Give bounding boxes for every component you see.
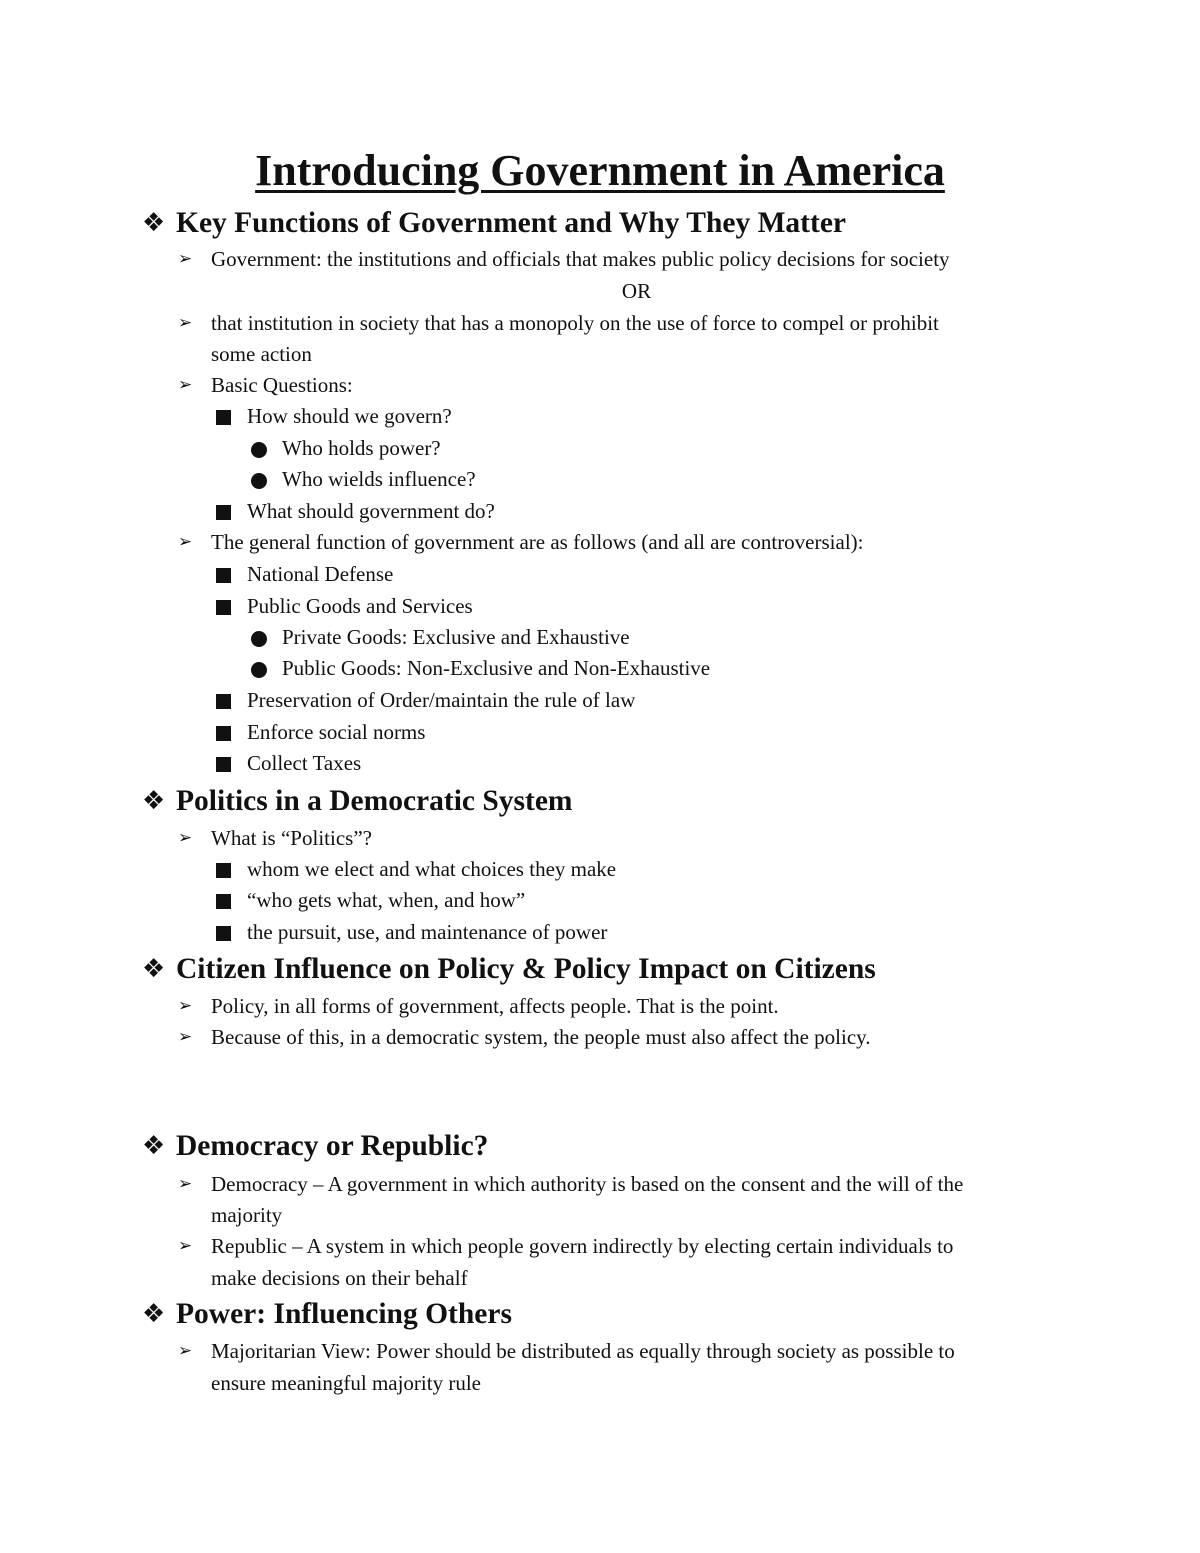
list-item-text: Who holds power? [282, 436, 441, 460]
diamond-bullet-icon: ❖ [142, 954, 166, 984]
list-item [282, 653, 710, 683]
list-item-text: make decisions on their behalf [211, 1266, 468, 1290]
list-item-text: “who gets what, when, and how” [247, 888, 526, 912]
list-item [247, 854, 616, 884]
list-item-text: Basic Questions: [211, 373, 353, 397]
list-item [178, 1231, 954, 1261]
list-item-text: Enforce social norms [247, 720, 426, 744]
square-bullet-icon [216, 757, 231, 772]
circle-bullet-icon [251, 442, 267, 458]
list-item-text: Democracy – A government in which authority is based on the consent and the will of the [211, 1172, 964, 1196]
list-item-text: some action [211, 342, 312, 366]
list-item [247, 685, 635, 715]
square-bullet-icon [216, 694, 231, 709]
list-item [211, 1368, 481, 1398]
list-item-text: Collect Taxes [247, 751, 362, 775]
list-item [178, 1022, 871, 1052]
list-item-text: Private Goods: Exclusive and Exhaustive [282, 625, 630, 649]
list-item-text: What is “Politics”? [211, 826, 372, 850]
arrowhead-bullet-icon: ➢ [178, 1174, 193, 1194]
section-heading-text: Citizen Influence on Policy & Policy Impact on Citizens [176, 953, 876, 985]
list-item-text: ensure meaningful majority rule [211, 1371, 481, 1395]
circle-bullet-icon [251, 631, 267, 647]
list-item-text: OR [621, 279, 652, 303]
list-item-text: Preservation of Order/maintain the rule of law [247, 688, 636, 712]
diamond-bullet-icon: ❖ [142, 1131, 166, 1161]
page-title: Introducing Government in America [255, 146, 945, 195]
square-bullet-icon [216, 600, 231, 615]
list-item-text: What should government do? [247, 499, 495, 523]
list-item [178, 823, 372, 853]
list-item-text: Majoritarian View: Power should be distributed as equally through society as possible to [211, 1339, 955, 1363]
list-item-text: majority [211, 1203, 283, 1227]
list-item-text: Because of this, in a democratic system, the people must also affect the policy. [211, 1025, 871, 1049]
section-heading [142, 951, 876, 987]
section-heading-text: Power: Influencing Others [176, 1298, 512, 1330]
list-item [178, 527, 864, 557]
arrowhead-bullet-icon: ➢ [178, 828, 193, 848]
list-item-text: whom we elect and what choices they make [247, 857, 617, 881]
list-item [211, 1200, 282, 1230]
list-item [247, 591, 473, 621]
list-item [247, 885, 525, 915]
list-item [178, 991, 779, 1021]
list-item [247, 748, 361, 778]
list-item [211, 1263, 468, 1293]
diamond-bullet-icon: ❖ [142, 1299, 166, 1329]
square-bullet-icon [216, 726, 231, 741]
circle-bullet-icon [251, 473, 267, 489]
section-heading [142, 1296, 512, 1332]
list-item-text: Republic – A system in which people govern indirectly by electing certain individuals to [211, 1234, 954, 1258]
arrowhead-bullet-icon: ➢ [178, 1341, 193, 1361]
list-item [247, 559, 393, 589]
list-item [282, 464, 476, 494]
list-item-text: Who wields influence? [282, 467, 476, 491]
list-item [247, 717, 425, 747]
arrowhead-bullet-icon: ➢ [178, 1236, 193, 1256]
arrowhead-bullet-icon: ➢ [178, 532, 193, 552]
section-heading [142, 205, 847, 241]
arrowhead-bullet-icon: ➢ [178, 249, 193, 269]
circle-bullet-icon [251, 662, 267, 678]
list-item-text: Public Goods and Services [247, 594, 473, 618]
arrowhead-bullet-icon: ➢ [178, 375, 193, 395]
arrowhead-bullet-icon: ➢ [178, 996, 193, 1016]
diamond-bullet-icon: ❖ [142, 786, 166, 816]
list-item [178, 308, 939, 338]
diamond-bullet-icon: ❖ [142, 208, 166, 238]
list-item-text: Government: the institutions and officials that makes public policy decisions for society [211, 247, 950, 271]
list-item [282, 622, 630, 652]
list-item [178, 370, 353, 400]
section-heading-text: Key Functions of Government and Why They Matter [176, 207, 847, 239]
list-item-text: that institution in society that has a monopoly on the use of force to compel or prohibit [211, 311, 939, 335]
section-heading-text: Democracy or Republic? [176, 1130, 489, 1162]
section-heading [142, 1128, 489, 1164]
square-bullet-icon [216, 894, 231, 909]
square-bullet-icon [216, 863, 231, 878]
list-item-text: the pursuit, use, and maintenance of power [247, 920, 608, 944]
list-item [178, 1169, 964, 1199]
square-bullet-icon [216, 568, 231, 583]
list-item [247, 401, 452, 431]
section-heading-text: Politics in a Democratic System [176, 785, 573, 817]
arrowhead-bullet-icon: ➢ [178, 1027, 193, 1047]
list-item [211, 339, 312, 369]
list-item-text: Public Goods: Non-Exclusive and Non-Exhaustive [282, 656, 711, 680]
section-heading [142, 783, 573, 819]
square-bullet-icon [216, 410, 231, 425]
list-item [247, 496, 495, 526]
list-item [178, 1336, 955, 1366]
square-bullet-icon [216, 926, 231, 941]
list-item-text: Policy, in all forms of government, affects people. That is the point. [211, 994, 779, 1018]
list-item-text: How should we govern? [247, 404, 452, 428]
list-item-text: The general function of government are as follows (and all are controversial): [211, 530, 864, 554]
list-item [178, 244, 950, 274]
list-item-text: National Defense [247, 562, 394, 586]
list-item [0, 276, 1200, 306]
list-item [247, 917, 607, 947]
square-bullet-icon [216, 505, 231, 520]
list-item [282, 433, 441, 463]
arrowhead-bullet-icon: ➢ [178, 313, 193, 333]
